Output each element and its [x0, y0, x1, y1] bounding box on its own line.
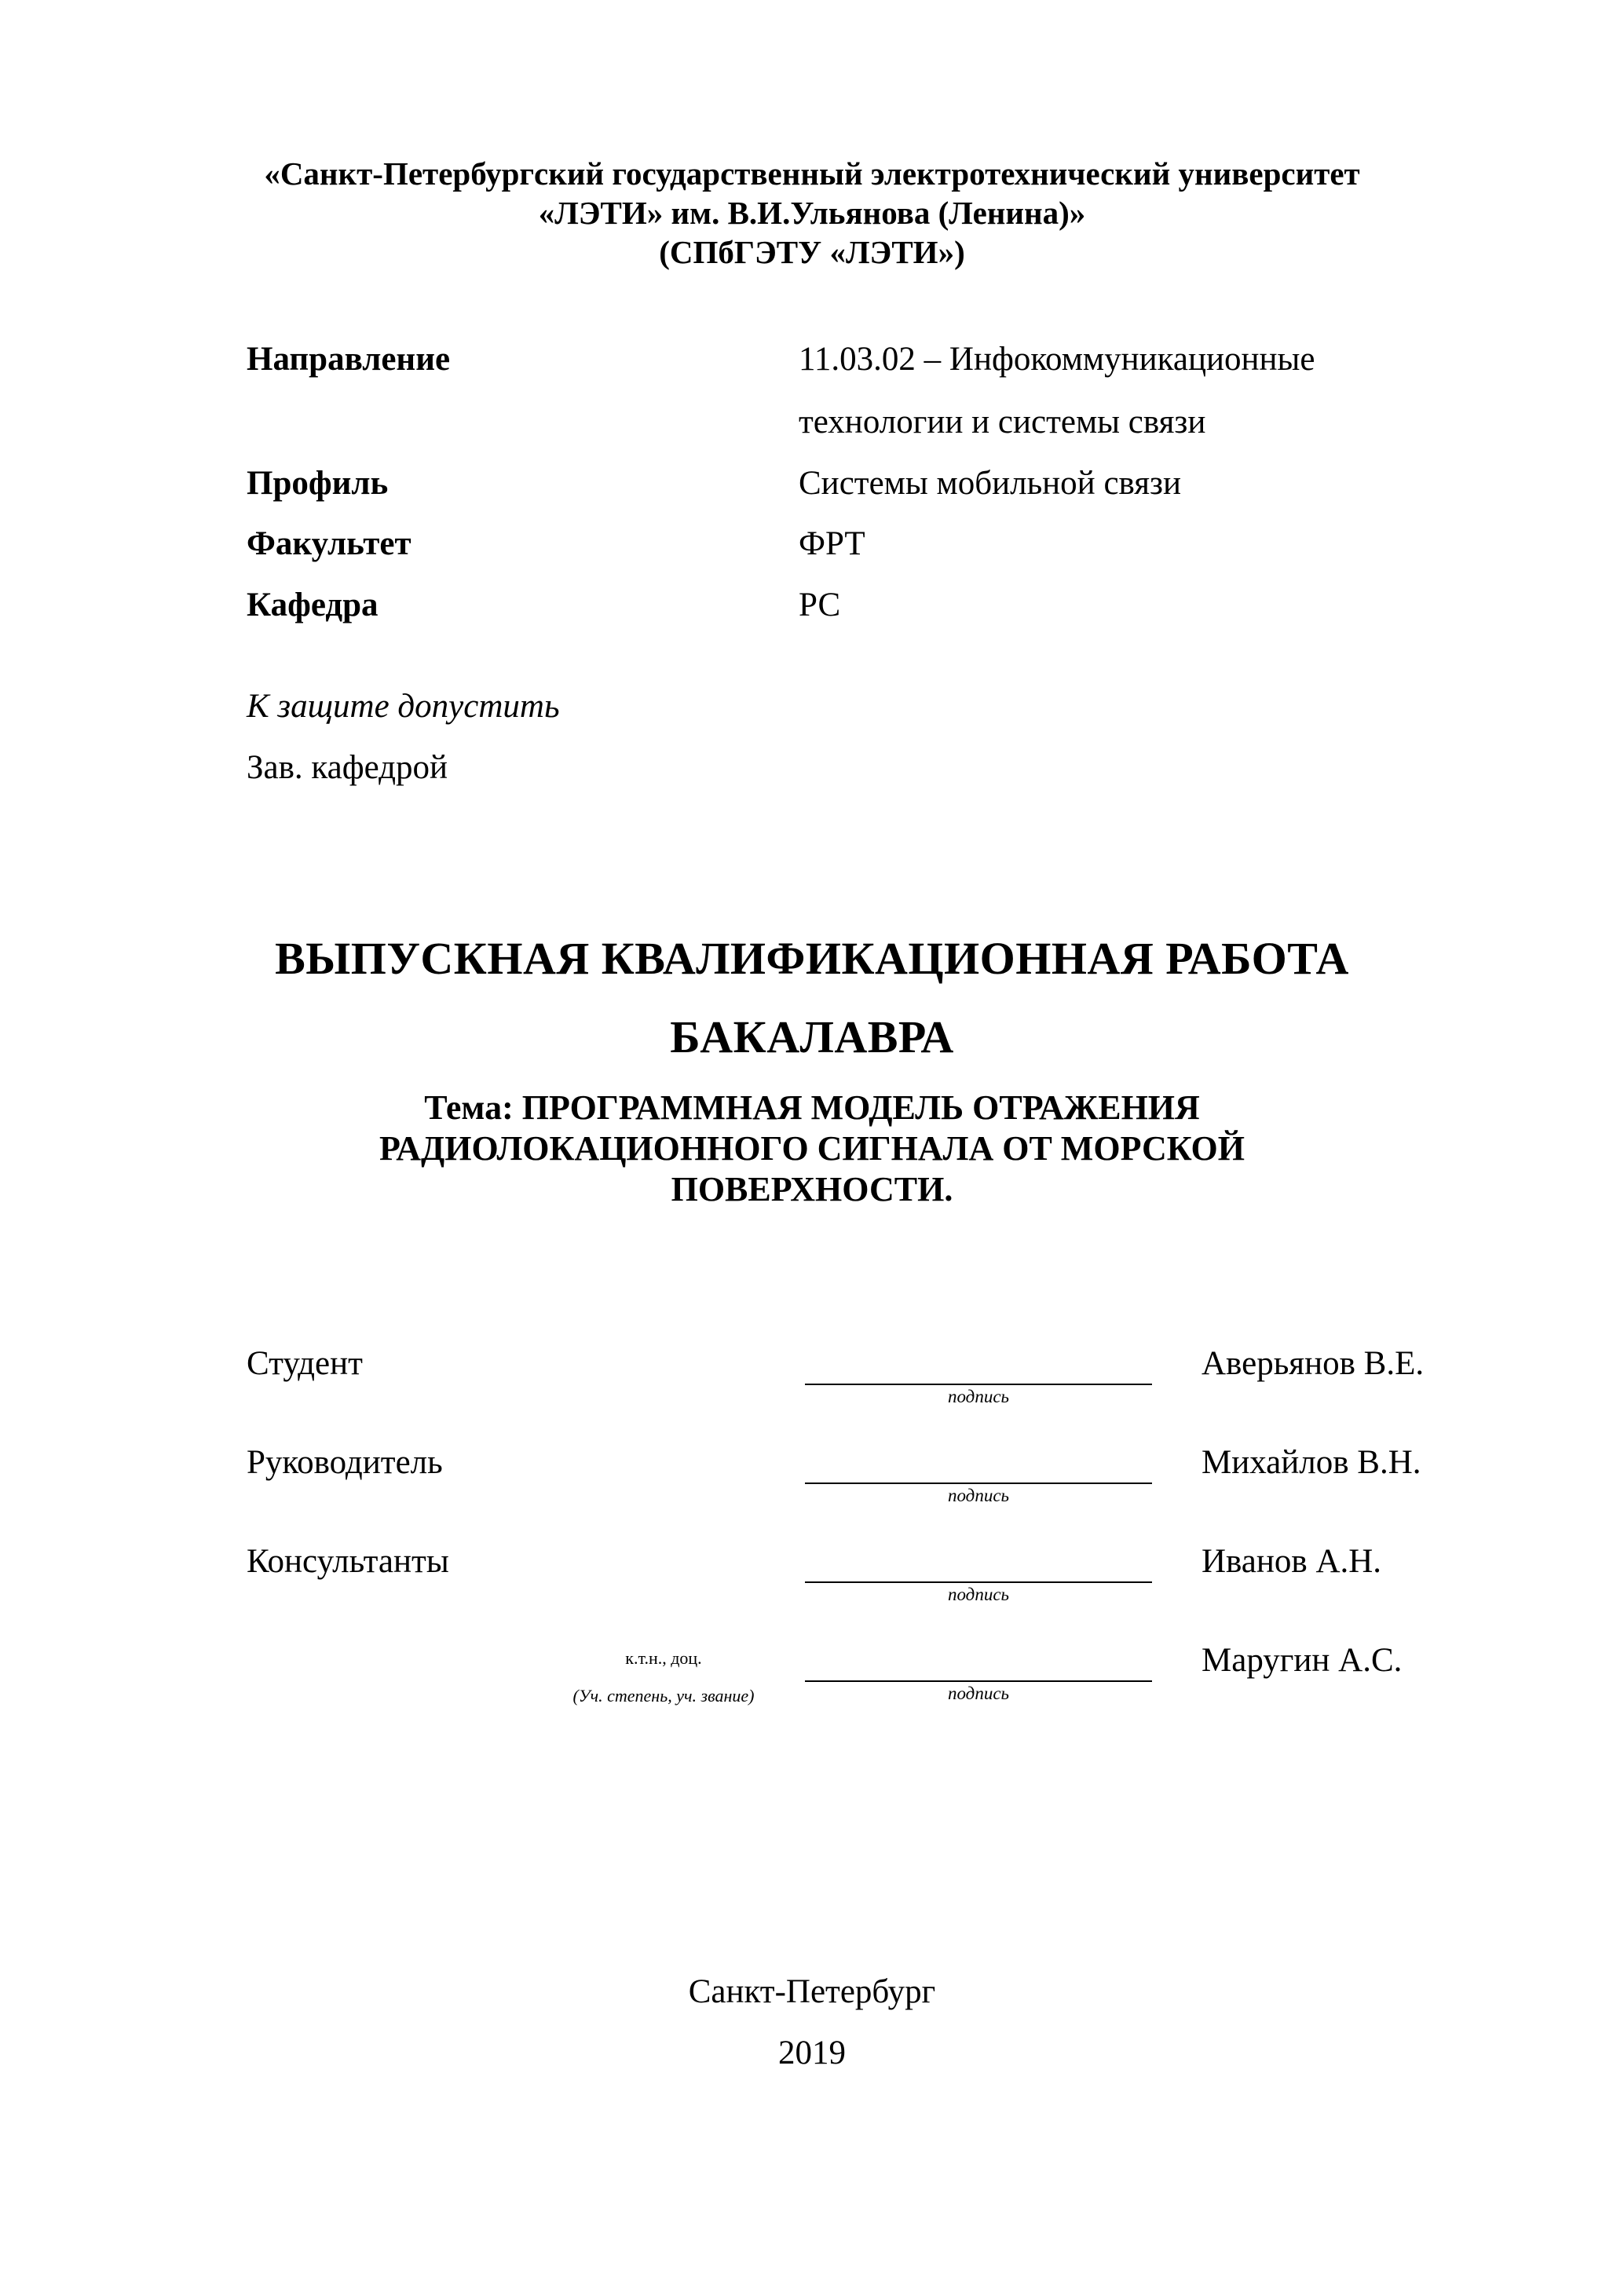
department-label: Кафедра [247, 587, 379, 623]
student-signature-line [805, 1384, 1152, 1385]
profile-label: Профиль [247, 465, 389, 502]
university-header [0, 154, 1624, 272]
student-name: Аверьянов В.Е. [1202, 1345, 1425, 1382]
topic-line3: ПОВЕРХНОСТИ. [671, 1170, 953, 1208]
work-title-line2: БАКАЛАВРА [670, 1011, 954, 1062]
university-name-line1: «Санкт-Петербургский государственный электротехнический университет [264, 155, 1360, 192]
university-abbreviation: (СПбГЭТУ «ЛЭТИ») [659, 234, 965, 270]
direction-value-line1: 11.03.02 – Инфокоммуникационные [799, 341, 1315, 378]
supervisor-name: Михайлов В.Н. [1202, 1444, 1421, 1481]
consultants-role: Консультанты [247, 1543, 449, 1580]
work-topic [0, 1088, 1624, 1210]
faculty-label: Факультет [247, 525, 411, 562]
direction-label: Направление [247, 341, 451, 378]
faculty-value: ФРТ [799, 525, 865, 562]
topic-line1: Тема: ПРОГРАММНАЯ МОДЕЛЬ ОТРАЖЕНИЯ [424, 1088, 1200, 1127]
consultant1-signature-line [805, 1581, 1152, 1583]
admit-to-defense: К защите допустить [247, 688, 560, 725]
head-of-department: Зав. кафедрой [247, 749, 448, 786]
consultant2-signature-line [805, 1680, 1152, 1682]
consultant2-degree: к.т.н., доц. [625, 1648, 702, 1668]
work-title-line1: ВЫПУСКНАЯ КВАЛИФИКАЦИОННАЯ РАБОТА [275, 933, 1349, 984]
profile-value: Системы мобильной связи [799, 465, 1182, 502]
supervisor-signature-line [805, 1483, 1152, 1484]
consultant1-signature-caption: подпись [947, 1585, 1009, 1604]
supervisor-signature-caption: подпись [947, 1486, 1009, 1505]
consultant1-name: Иванов А.Н. [1202, 1543, 1382, 1580]
city: Санкт-Петербург [688, 1973, 936, 2010]
student-role: Студент [247, 1345, 363, 1382]
direction-value-line2: технологии и системы связи [799, 404, 1206, 441]
student-signature-caption: подпись [947, 1387, 1009, 1406]
consultant2-degree-caption: (Уч. степень, уч. звание) [572, 1686, 755, 1706]
consultant2-name: Маругин А.С. [1202, 1642, 1403, 1679]
department-value: РС [799, 587, 841, 623]
topic-line2: РАДИОЛОКАЦИОННОГО СИГНАЛА ОТ МОРСКОЙ [379, 1129, 1245, 1168]
year: 2019 [778, 2035, 846, 2071]
supervisor-role: Руководитель [247, 1444, 443, 1481]
university-name-line2: «ЛЭТИ» им. В.И.Ульянова (Ленина)» [538, 195, 1086, 231]
consultant2-signature-caption: подпись [947, 1684, 1009, 1703]
